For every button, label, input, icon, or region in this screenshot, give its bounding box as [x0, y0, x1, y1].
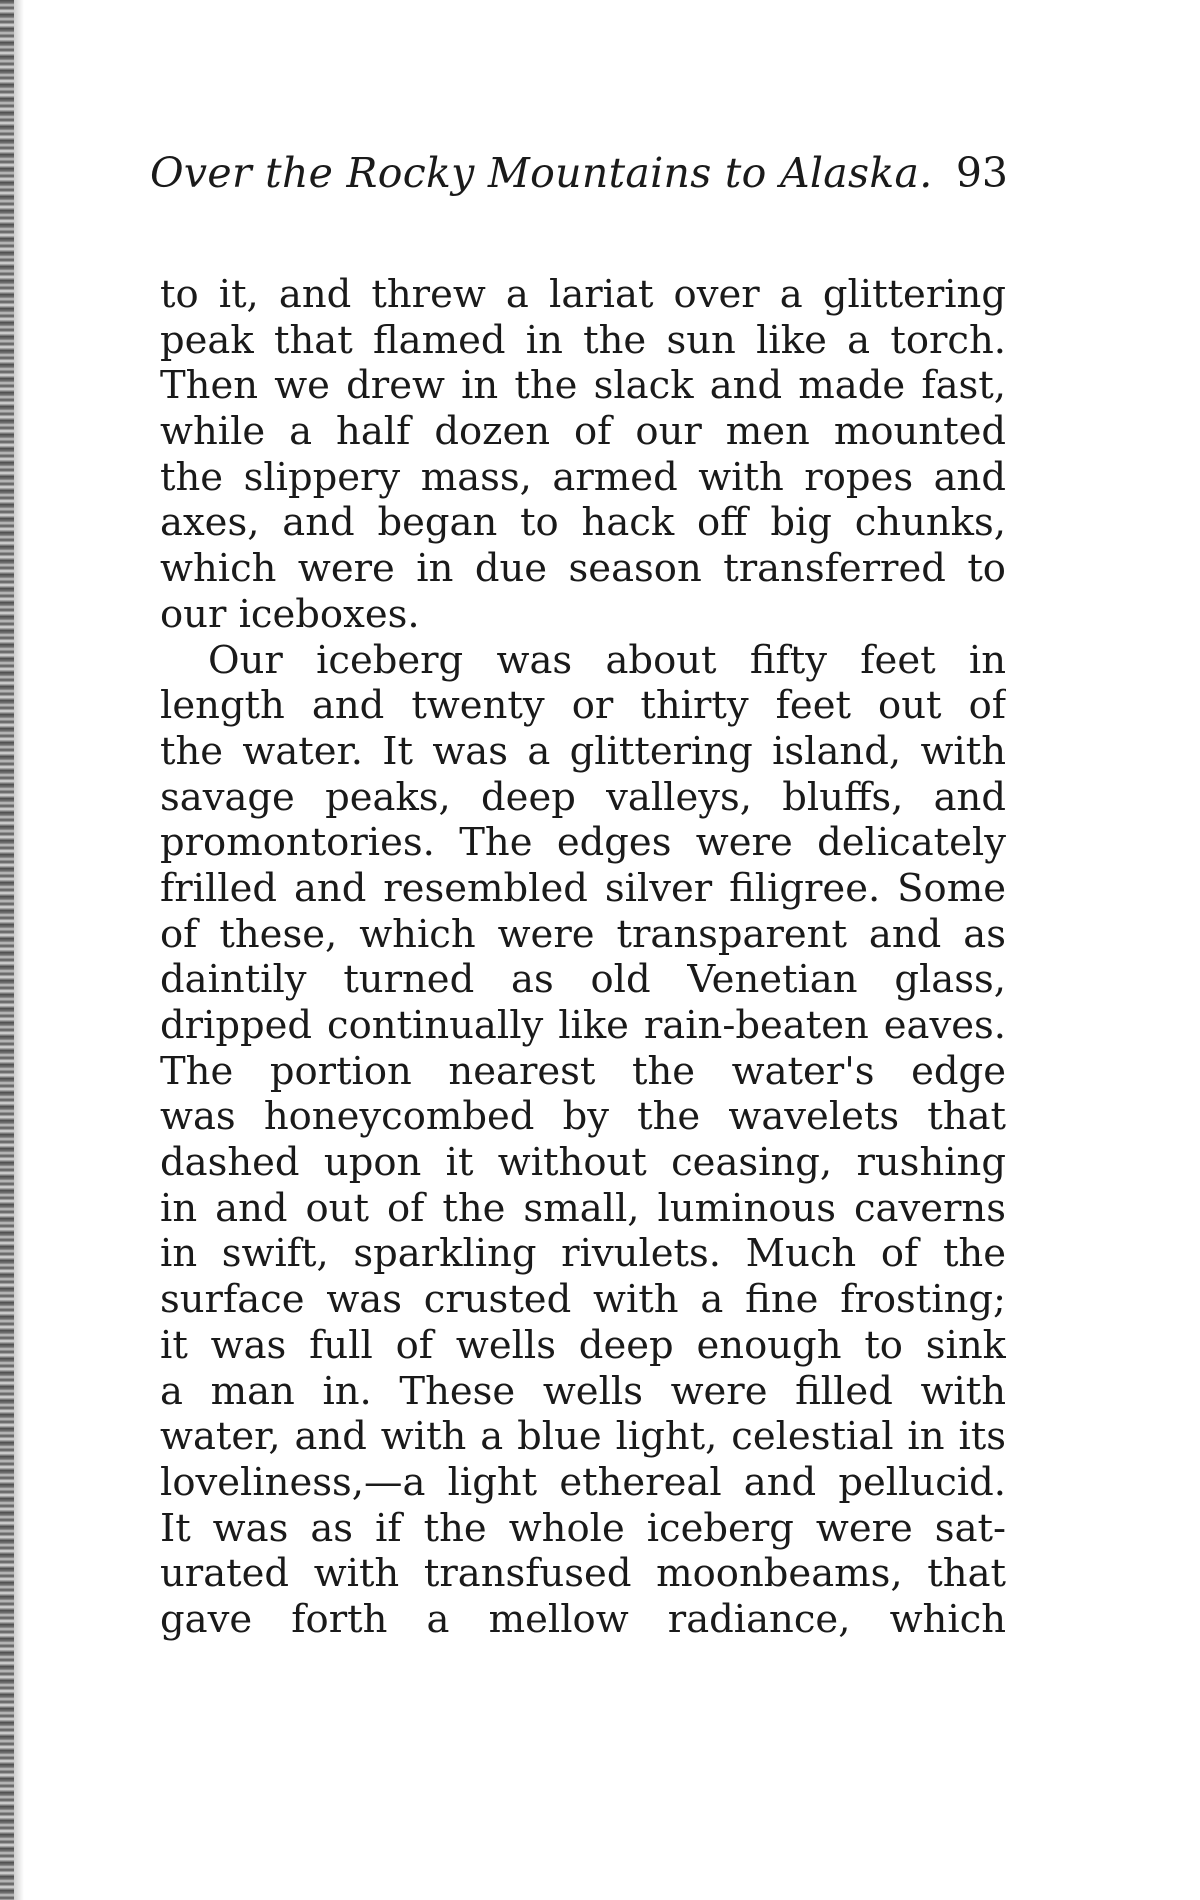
text-line: while a half dozen of our men mounted: [160, 409, 1006, 455]
text-line: peak that flamed in the sun like a torch.: [160, 317, 1006, 363]
running-head: [150, 148, 1008, 198]
text-line: our iceboxes.: [160, 591, 420, 637]
text-line: savage peaks, deep valleys, bluffs, and: [160, 774, 1006, 820]
text-line: it was full of wells deep enough to sink: [160, 1322, 1006, 1368]
page-binding-shadow: [14, 0, 24, 1900]
text-line: promontories. The edges were delicately: [160, 820, 1006, 866]
text-line: urated with transfused moonbeams, that: [160, 1551, 1006, 1597]
body-text: [160, 272, 1006, 1643]
text-line: Then we drew in the slack and made fast,: [160, 363, 1006, 409]
text-line: was honeycombed by the wavelets that: [160, 1094, 1006, 1140]
text-line: dripped continually like rain-beaten eaves.: [160, 1003, 1006, 1048]
text-line: The portion nearest the water's edge: [160, 1048, 1006, 1094]
text-line: It was as if the whole iceberg were sat-: [160, 1505, 1006, 1551]
text-line: which were in due season transferred to: [160, 546, 1006, 592]
text-line: the water. It was a glittering island, with: [160, 728, 1006, 774]
text-line: loveliness,—a light ethereal and pellucid.: [160, 1459, 1006, 1505]
text-line: the slippery mass, armed with ropes and: [160, 454, 1006, 500]
text-line: in and out of the small, luminous caverns: [160, 1185, 1006, 1231]
text-line: axes, and began to hack off big chunks,: [160, 500, 1006, 546]
page-number: 93: [955, 149, 1008, 197]
text-line: dashed upon it without ceasing, rushing: [160, 1140, 1006, 1186]
text-line: surface was crusted with a fine frosting;: [160, 1277, 1006, 1323]
text-line: gave forth a mellow radiance, which: [160, 1596, 1006, 1642]
text-line: frilled and resembled silver filigree. Some: [160, 865, 1006, 911]
running-title: Over the Rocky Mountains to Alaska.: [150, 149, 933, 197]
text-line: in swift, sparkling rivulets. Much of the: [160, 1231, 1006, 1277]
text-line: a man in. These wells were filled with: [160, 1368, 1006, 1414]
text-line: of these, which were transparent and as: [160, 911, 1006, 957]
text-line: Our iceberg was about fifty feet in: [208, 637, 1006, 683]
page-binding-edge: [0, 0, 14, 1900]
text-line: water, and with a blue light, celestial in its: [160, 1414, 1006, 1460]
text-line: daintily turned as old Venetian glass,: [160, 957, 1006, 1003]
text-line: to it, and threw a lariat over a glittering: [160, 272, 1006, 317]
text-line: length and twenty or thirty feet out of: [160, 683, 1006, 729]
